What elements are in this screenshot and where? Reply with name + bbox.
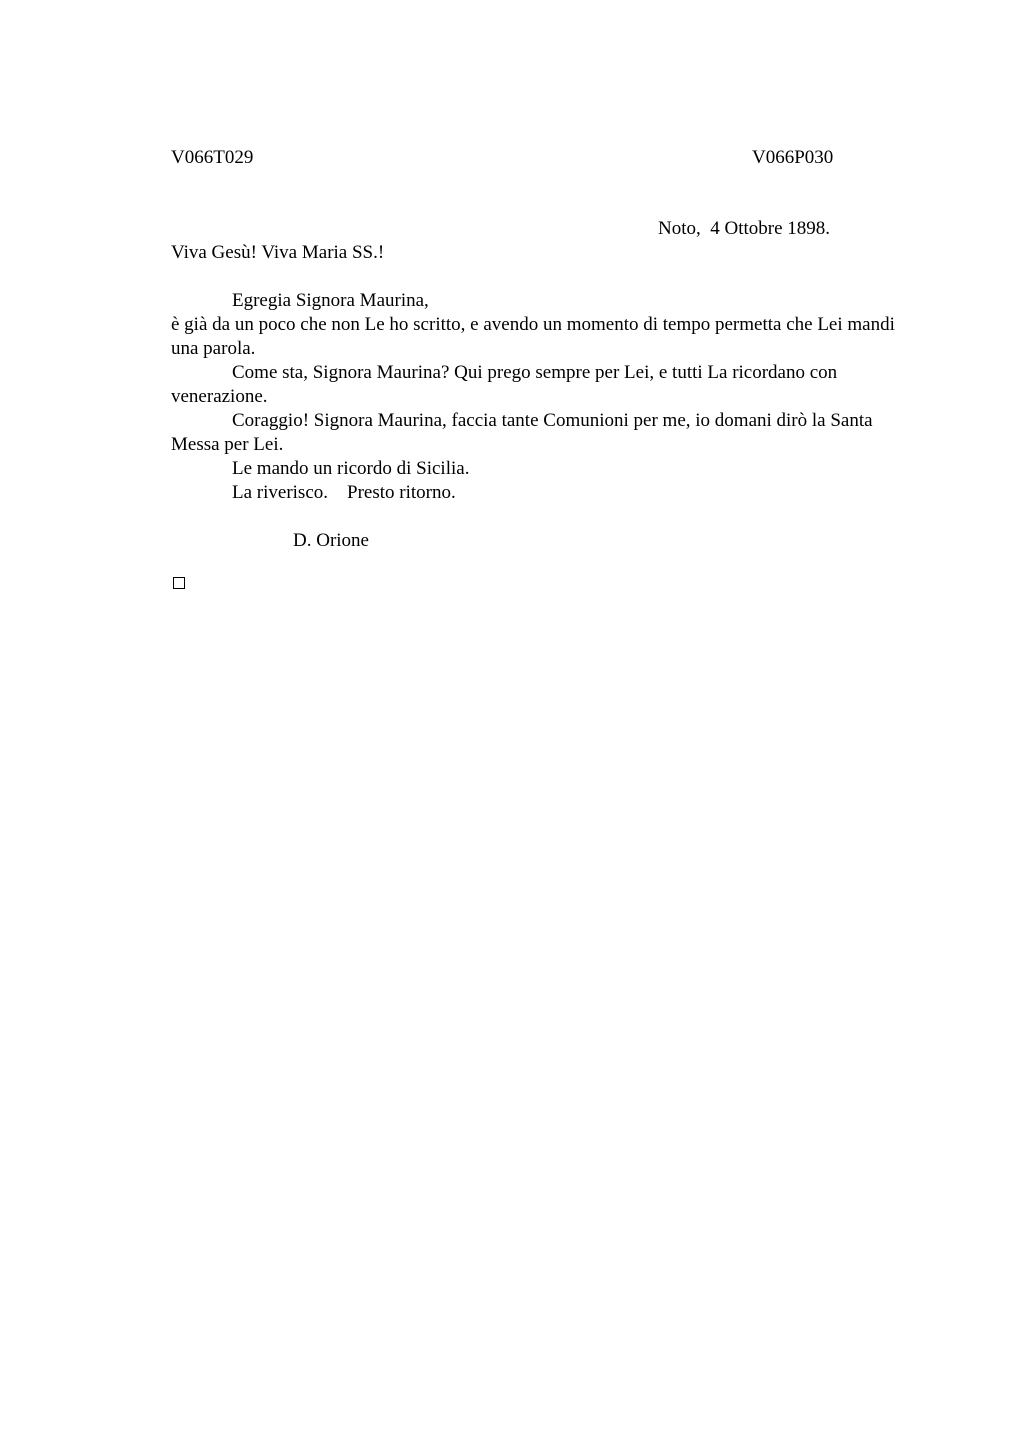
document-code-left: V066T029 <box>171 147 254 168</box>
closing: La riverisco. Presto ritorno. <box>232 482 456 503</box>
salutation: Egregia Signora Maurina, <box>232 290 429 311</box>
paragraph-3: Coraggio! Signora Maurina, faccia tante Comunioni per me, io domani dirò la Santa Messa per Lei. <box>171 410 873 455</box>
signature: D. Orione <box>293 530 369 551</box>
letter-body <box>171 241 911 553</box>
place-date: Noto, 4 Ottobre 1898. <box>658 218 831 239</box>
empty-box-icon <box>173 577 185 589</box>
blank-line <box>171 505 911 529</box>
invocation: Viva Gesù! Viva Maria SS.! <box>171 242 385 263</box>
document-code-right: V066P030 <box>752 147 834 168</box>
paragraph-4: Le mando un ricordo di Sicilia. <box>232 458 470 479</box>
paragraph-1: è già da un poco che non Le ho scritto, e avendo un momento di tempo permetta che Lei mandi una parola. <box>171 314 895 359</box>
blank-line <box>171 265 911 289</box>
paragraph-2: Come sta, Signora Maurina? Qui prego sempre per Lei, e tutti La ricordano con venerazione. <box>171 362 838 407</box>
